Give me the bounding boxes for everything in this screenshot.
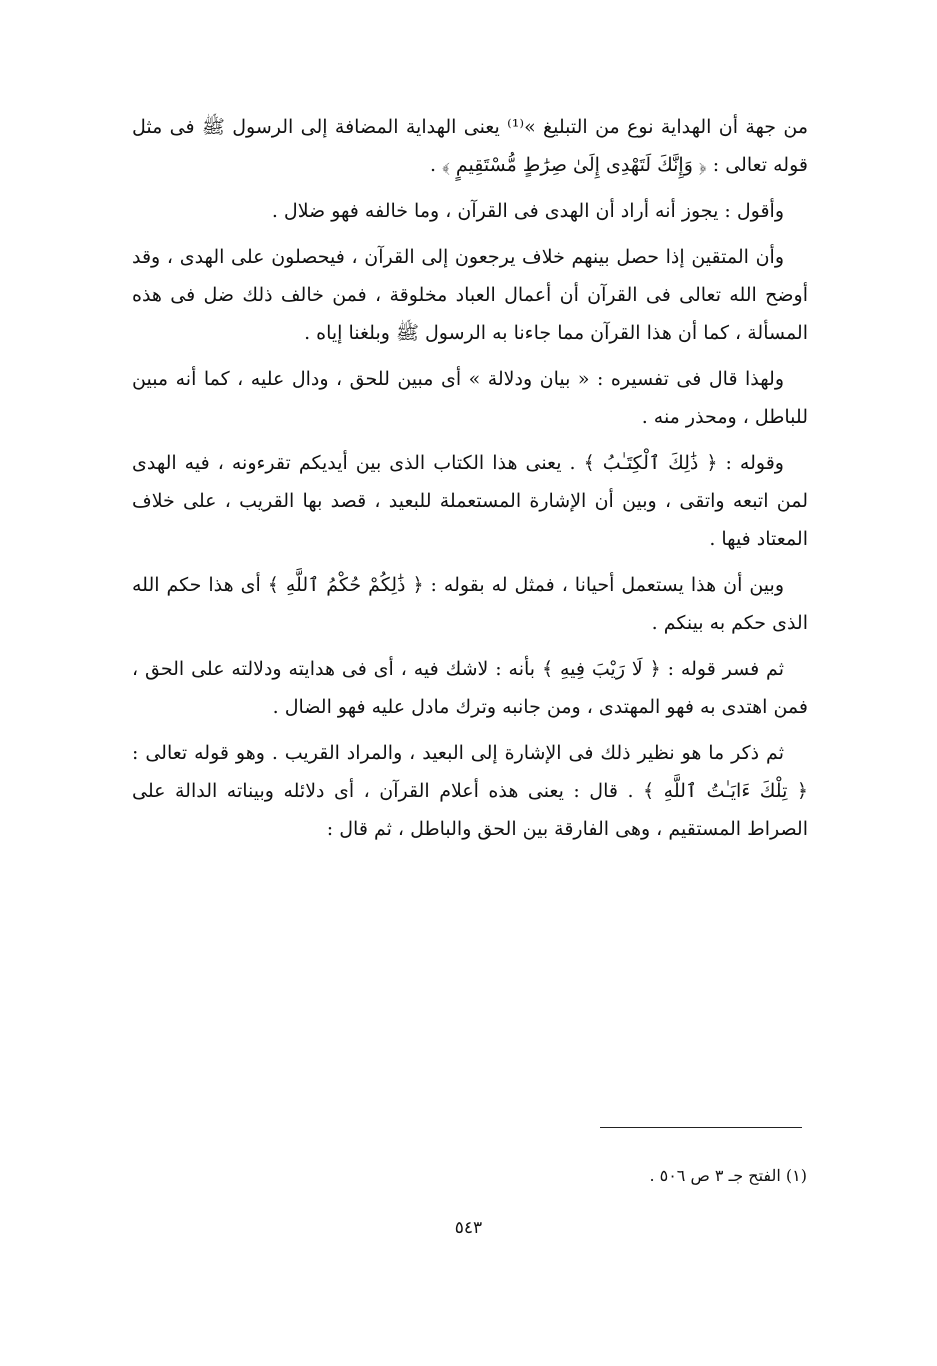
paragraph-7: ثم فسر قوله : ﴿ لَا رَيْبَ فِيهِ ﴾ بأنه : لاشك فيه ، أى فى هدايته ودلالته على الحق ، فمن اهتدى به فهو المهتدى ، ومن جانبه وترك مادل عليه فهو الضال . [132, 658, 808, 718]
paragraph-3: وأن المتقين إذا حصل بينهم خلاف يرجعون إلى القرآن ، فيحصلون على الهدى ، وقد أوضح الله تعالى فى القرآن أن أعمال العباد مخلوقة ، فمن خالف ذلك ضل فى هذه المسألة ، كما أن هذا القرآن مما جاءنا به الرسول ﷺ وبلغنا إياه . [132, 246, 808, 344]
paragraph-1: من جهة أن الهداية نوع من التبليغ »⁽¹⁾ يعنى الهداية المضافة إلى الرسول ﷺ فى مثل قوله تعالى : ﴿ وَإِنَّكَ لَتَهْدِى إِلَىٰ صِرَٰطٍ مُّسْتَقِيمٍ ﴾ . [132, 116, 808, 176]
page-number: ٥٤٣ [454, 1218, 483, 1238]
paragraph-5: وقوله : ﴿ ذَٰلِكَ ٱلْكِتَـٰبُ ﴾ . يعنى هذا الكتاب الذى بين أيديكم تقرءونه ، فيه الهدى لمن اتبعه واتقى ، وبين أن الإشارة المستعملة للبعيد ، قصد بها القريب ، على خلاف المعتاد فيها . [132, 452, 808, 550]
footnote: (١) الفتح جـ ٣ ص ٥٠٦ . [649, 1166, 807, 1185]
paragraph-2: وأقول : يجوز أنه أراد أن الهدى فى القرآن ، وما خالفه فهو ضلال . [271, 200, 784, 222]
body-text [132, 108, 808, 856]
footnote-divider [600, 1127, 802, 1128]
paragraph-4: ولهذا قال فى تفسيره : « بيان ودلالة » أى مبين للحق ، ودال عليه ، كما أنه مبين للباطل ، ومحذر منه . [132, 368, 808, 428]
paragraph-8: ثم ذكر ما هو نظير ذلك فى الإشارة إلى البعيد ، والمراد القريب . وهو قوله تعالى : ﴿ تِلْكَ ءَايَـٰتُ ٱللَّهِ ﴾ . قال : يعنى هذه أعلام القرآن ، أى دلائله وبيناته الدالة على الصراط المستقيم ، وهى الفارقة بين الحق والباطل ، ثم قال : [132, 742, 808, 840]
paragraph-6: وبين أن هذا يستعمل أحيانا ، فمثل له بقوله : ﴿ ذَٰلِكُمْ حُكْمُ ٱللَّهِ ﴾ أى هذا حكم الله الذى حكم به بينكم . [132, 574, 808, 634]
